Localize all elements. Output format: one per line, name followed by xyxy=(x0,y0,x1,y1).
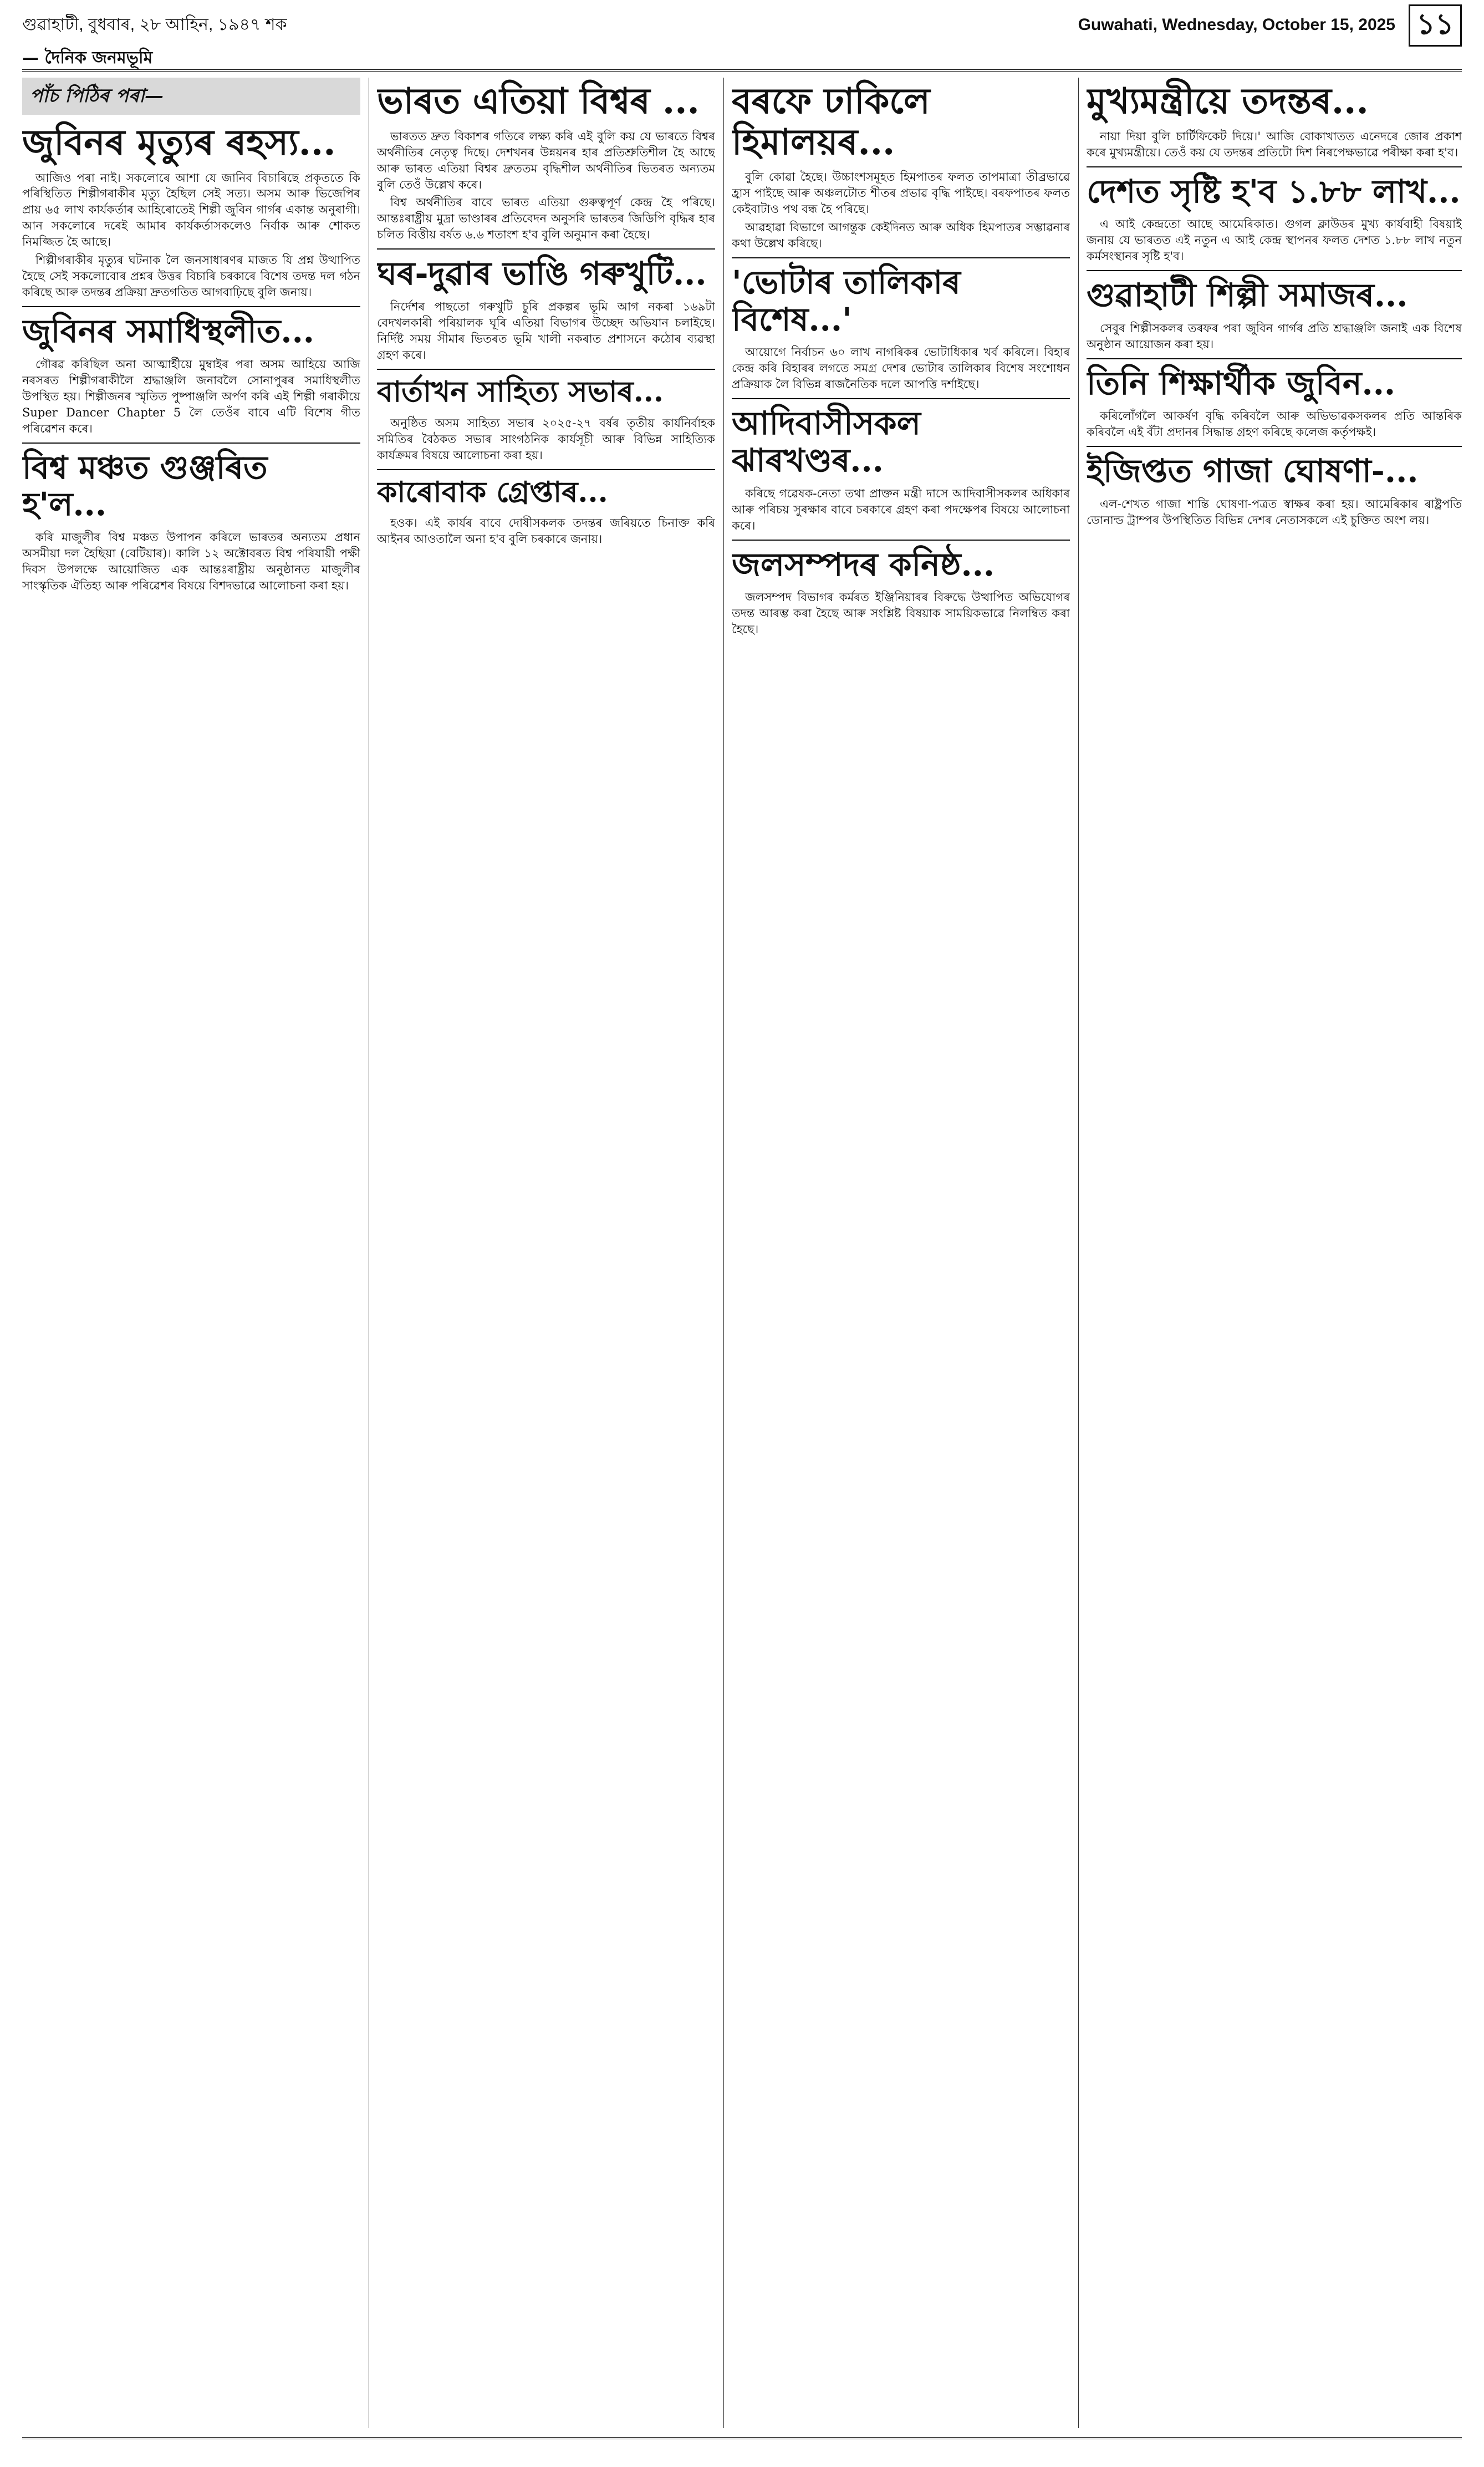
section-label: পাঁচ পিঠিৰ পৰা— xyxy=(22,78,360,115)
headline-world-stage: বিশ্ব মঞ্চত গুঞ্জৰিত হ'ল... xyxy=(22,448,268,523)
divider xyxy=(1087,270,1462,271)
headline-voter-list: 'ভোটাৰ তালিকাৰ বিশেষ...' xyxy=(732,263,961,338)
article-paragraph: আৱহাৱা বিভাগে আগন্তুক কেইদিনত আৰু অধিক হিমপাতৰ সম্ভাৱনাৰ কথা উল্লেখ কৰিছে। xyxy=(732,221,1070,251)
article-paragraph: নিৰ্দেশৰ পাছতো গৰুখুটি চুৰি প্ৰকল্পৰ ভূমি আগ নকৰা ১৬৯টা বেদখলকাৰী পৰিয়ালক ঘূৰি এতিয়া বিভাগৰ উচ্ছেদ অভিযান চলাইছে। নিৰ্দিষ্ট সময় সীমাৰ ভিতৰত ভূমি খালী নকৰাত প্ৰশাসনে কঠোৰ ব্যৱস্থা গ্ৰহণ কৰে। xyxy=(377,300,715,362)
headline-water-resources: জলসম্পদৰ কনিষ্ঠ... xyxy=(732,545,995,583)
divider xyxy=(377,469,715,470)
divider xyxy=(1087,446,1462,447)
divider xyxy=(377,248,715,250)
page-header xyxy=(22,11,1462,39)
article-paragraph: ভাৰতত দ্ৰুত বিকাশৰ গতিৰে লক্ষ্য কৰি এই বুলি কয় যে ভাৰতে বিশ্বৰ অৰ্থনীতিৰ নেতৃত্ব দিছে। দেশখনৰ উন্নয়নৰ হাৰ প্ৰতিশ্ৰুতিশীল হৈ আছে আৰু ভাৰত এতিয়া বিশ্বৰ দ্ৰুততম বৃদ্ধিশীল অৰ্থনীতিৰ ভিতৰত অন্যতম বুলি তেওঁ উল্লেখ কৰে। xyxy=(377,129,715,191)
headline-india-world: ভাৰত এতিয়া বিশ্বৰ ... xyxy=(377,80,700,122)
column-4 xyxy=(1087,78,1462,2428)
divider xyxy=(732,257,1070,258)
divider xyxy=(377,369,715,370)
divider xyxy=(22,306,360,307)
headline-guwahati-artists: গুৱাহাটী শিল্পী সমাজৰ... xyxy=(1087,276,1408,314)
article-paragraph: হওক। এই কাৰ্যৰ বাবে দোষীসকলক তদন্তৰ জৰিয়তে চিনাক্ত কৰি আইনৰ আওতালৈ অনা হ'ব বুলি চৰকাৰে জনায়। xyxy=(377,516,715,546)
divider xyxy=(732,398,1070,399)
headline-zubeen-mystery: জুবিনৰ মৃত্যুৰ ৰহস্য... xyxy=(22,121,336,164)
column-2 xyxy=(377,78,715,2428)
article-paragraph: এ আই কেন্দ্ৰতো আছে আমেৰিকাত। গুগল ক্লাউডৰ মুখ্য কাৰ্যবাহী বিষয়াই জনায় যে ভাৰতত এই নতুন এ আই কেন্দ্ৰ স্থাপনৰ ফলত দেশত ১.৮৮ লাখ নতুন কৰ্মসংস্থানৰ সৃষ্টি হ'ব। xyxy=(1087,217,1462,263)
column-3 xyxy=(732,78,1070,2428)
masthead: — দৈনিক জনমভূমি xyxy=(22,48,153,68)
headline-egypt-gaza: ইজিপ্তত গাজা ঘোষণা-... xyxy=(1087,452,1419,490)
headline-garukhuti: ঘৰ-দুৱাৰ ভাঙি গৰুখুটি... xyxy=(377,255,707,293)
divider xyxy=(1087,358,1462,359)
headline-arrest: কাৰোবাক গ্ৰেপ্তাৰ... xyxy=(377,475,608,509)
article-paragraph: নায়া দিয়া বুলি চাৰ্টিফিকেট দিয়ে।' আজি বোকাখাতত এনেদৰে জোৰ প্ৰকাশ কৰে মুখ্যমন্ত্ৰীয়ে। তেওঁ কয় যে তদন্তৰ প্ৰতিটো দিশ নিৰপেক্ষভাৱে পৰীক্ষা কৰা হ'ব। xyxy=(1087,129,1462,159)
divider xyxy=(1087,166,1462,167)
headline-zubeen-memorial: জুবিনৰ সমাধিস্থলীত... xyxy=(22,312,314,350)
headline-himalaya-snow: বৰফে ঢাকিলে হিমালয়ৰ... xyxy=(732,80,930,163)
article-paragraph: কৰিলোঁগলৈ আকৰ্ষণ বৃদ্ধি কৰিবলৈ আৰু অভিভাৱকসকলৰ প্ৰতি আন্তৰিক কৰিবলৈ এই বঁটা প্ৰদানৰ সিদ্ধান্ত গ্ৰহণ কৰিছে কলেজ কৰ্তৃপক্ষই। xyxy=(1087,409,1462,439)
divider xyxy=(732,540,1070,541)
article-paragraph: এল-শেখত গাজা শান্তি ঘোষণা-পত্ৰত স্বাক্ষৰ কৰা হয়। আমেৰিকাৰ ৰাষ্ট্ৰপতি ডোনাল্ড ট্ৰাম্পৰ উপস্থিতিত বিভিন্ন দেশৰ নেতাসকলে এই চুক্তিত অংশ লয়। xyxy=(1087,497,1462,527)
bottom-rule xyxy=(22,2437,1462,2439)
article-paragraph: সেবুৰ শিল্পীসকলৰ তৰফৰ পৰা জুবিন গাৰ্গৰ প্ৰতি শ্ৰদ্ধাঞ্জলি জনাই এক বিশেষ অনুষ্ঠান আয়োজন কৰা হয়। xyxy=(1087,321,1462,351)
article-paragraph: বুলি কোৱা হৈছে। উচ্চাংশসমূহত হিমপাতৰ ফলত তাপমাত্ৰা তীব্ৰভাৱে হ্ৰাস পাইছে আৰু অঞ্চলটোত শীতৰ প্ৰভাৱ বৃদ্ধি পাইছে। বৰফপাতৰ ফলত কেইবাটাও পথ বন্ধ হৈ পৰিছে। xyxy=(732,170,1070,216)
headline-cm-investigation: মুখ্যমন্ত্ৰীয়ে তদন্তৰ... xyxy=(1087,80,1369,122)
article-paragraph: কৰিছে গৱেষক-নেতা তথা প্ৰাক্তন মন্ত্ৰী দাসে আদিবাসীসকলৰ অধিকাৰ আৰু পৰিচয় সুৰক্ষাৰ বাবে চৰকাৰে গ্ৰহণ কৰা পদক্ষেপৰ বিষয়ে আলোচনা কৰে। xyxy=(732,486,1070,532)
column-divider xyxy=(723,78,724,2428)
article-paragraph: বিশ্ব অৰ্থনীতিৰ বাবে ভাৰত এতিয়া গুৰুত্বপূৰ্ণ কেন্দ্ৰ হৈ পৰিছে। আন্তঃৰাষ্ট্ৰীয় মুদ্ৰা ভাণ্ডাৰৰ প্ৰতিবেদন অনুসৰি ভাৰতৰ জিডিপি বৃদ্ধিৰ হাৰ চলিত বিত্তীয় বৰ্ষত ৬.৬ শতাংশ হ'ব বুলি অনুমান কৰা হৈছে। xyxy=(377,196,715,242)
article-paragraph: আয়োগে নিৰ্বাচন ৬০ লাখ নাগৰিকৰ ভোটাধিকাৰ খৰ্ব কৰিলে। বিহাৰ কেন্দ্ৰ কৰি বিহাৰৰ লগতে সমগ্ৰ দেশৰ ভোটাৰ তালিকাৰ বিশেষ সংশোধন প্ৰক্ৰিয়াক লৈ বিভিন্ন ৰাজনৈতিক দলে আপত্তি দৰ্শাইছে। xyxy=(732,345,1070,391)
article-paragraph: অনুষ্ঠিত অসম সাহিত্য সভাৰ ২০২৫-২৭ বৰ্ষৰ তৃতীয় কাৰ্যনিৰ্বাহক সমিতিৰ বৈঠকত সভাৰ সাংগঠনিক কাৰ্যসূচী আৰু বিভিন্ন সাহিত্যিক কাৰ্যক্ৰমৰ বিষয়ে আলোচনা কৰা হয়। xyxy=(377,416,715,462)
top-rule xyxy=(22,69,1462,72)
article-paragraph: গৌৰৱ কৰিছিল অনা আত্মাৰ্হীয়ে মুম্বাইৰ পৰা অসম আহিয়ে আজি নৰসৰত শিল্পীগৰাকীলৈ শ্ৰদ্ধাঞ্জলি জনাবলৈ সোনাপুৰৰ সমাধিস্থলীত উপস্থিত হয়। শিল্পীজনৰ স্মৃতিত পুষ্পাঞ্জলি অৰ্পণ কৰি এই শিল্পী গৰাকীয়ে Super Dancer Chapter 5 লৈ তেওঁৰ বাবে এটি বিশেষ গীত পৰিৱেশন কৰে। xyxy=(22,357,360,435)
article-paragraph: আজিও পৰা নাই। সকলোৰে আশা যে জানিব বিচাৰিছে প্ৰকৃততে কি পৰিস্থিতিত শিল্পীগৰাকীৰ মৃত্যু হৈছিল সেই সত্য। অসম আৰু ভিজেপিৰ প্ৰায় ৬৫ লাখ কাৰ্যকৰ্তাৰ আহিৰোতেই শিল্পী জুবিন গাৰ্গৰ একান্ত অনুৰাগী। আন সকলোৰে দৰেই আমাৰ কাৰ্যকৰ্তাসকলেও নিৰ্বাক আৰু শোকত নিমজ্জিত হৈ আছে। xyxy=(22,171,360,249)
article-paragraph: কৰি মাজুলীৰ বিশ্ব মঞ্চত উপাপন কৰিলে ভাৰতৰ অন্যতম প্ৰধান অসমীয়া দল হৈছিয়া (বেটিয়াৰ)। কালি ১২ অক্টোবৰত বিশ্ব পৰিযায়ী পক্ষী দিবস উপলক্ষে আয়োজিত এক আন্তঃৰাষ্ট্ৰীয় অনুষ্ঠানত মাজুলীৰ সাংস্কৃতিক ঐতিহ্য আৰু পৰিৱেশৰ বিষয়ে বিশদভাৱে আলোচনা কৰা হয়। xyxy=(22,531,360,593)
headline-jobs-creation: দেশত সৃষ্টি হ'ব ১.৮৮ লাখ... xyxy=(1087,172,1461,210)
headline-adivasi-jharkhand: আদিবাসীসকল ঝাৰখণ্ডৰ... xyxy=(732,404,921,479)
column-divider xyxy=(1078,78,1079,2428)
headline-sahitya-sabha: বাৰ্তাখন সাহিত্য সভাৰ... xyxy=(377,374,664,409)
headline-three-students: তিনি শিক্ষাৰ্থীক জুবিন... xyxy=(1087,364,1396,402)
header-date-bengali: গুৱাহাটী, বুধবাৰ, ২৮ আহিন, ১৯৪৭ শক xyxy=(22,15,287,34)
divider xyxy=(22,442,360,444)
column-1 xyxy=(22,78,360,2428)
article-paragraph: শিল্পীগৰাকীৰ মৃত্যুৰ ঘটনাক লৈ জনসাধাৰণৰ মাজত যি প্ৰশ্ন উত্থাপিত হৈছে সেই সকলোবোৰ প্ৰশ্নৰ উত্তৰ বিচাৰি চৰকাৰে বিশেষ তদন্ত দল গঠন কৰিছে আৰু তদন্তৰ প্ৰক্ৰিয়া দ্ৰুতগতিত আগবাঢ়িছে বুলি জনায়। xyxy=(22,253,360,299)
page-number: ১১ xyxy=(1409,4,1462,47)
header-date-english: Guwahati, Wednesday, October 15, 2025 xyxy=(1078,16,1395,34)
article-paragraph: জলসম্পদ বিভাগৰ কৰ্মৰত ইঞ্জিনিয়াৰৰ বিৰুদ্ধে উত্থাপিত অভিযোগৰ তদন্ত আৰম্ভ কৰা হৈছে আৰু সংশ্লিষ্ট বিষয়াক সাময়িকভাৱে নিলম্বিত কৰা হৈছে। xyxy=(732,591,1070,637)
